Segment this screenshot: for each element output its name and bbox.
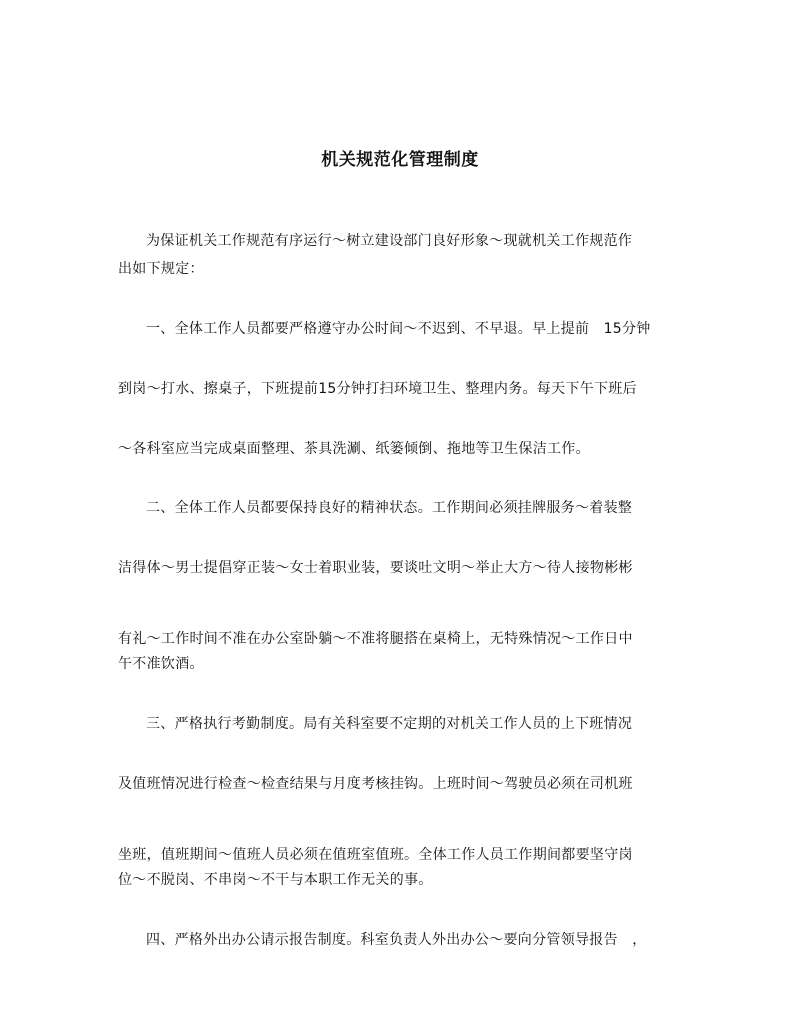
paragraph-line: 到岗～打水、擦桌子，下班提前15分钟打扫环境卫生、整理内务。每天下午下班后 — [118, 381, 637, 397]
paragraph-line: 一、全体工作人员都要严格遵守办公时间～不迟到、不早退。早上提前 15分钟 — [146, 321, 651, 337]
paragraph-line: 午不准饮酒。 — [118, 656, 204, 672]
paragraph-line: 位～不脱岗、不串岗～不干与本职工作无关的事。 — [118, 872, 433, 888]
paragraph-line: 坐班，值班期间～值班人员必须在值班室值班。全体工作人员工作期间都要坚守岗 — [118, 847, 633, 863]
paragraph-line: 出如下规定： — [118, 261, 204, 277]
paragraph-line: 四、严格外出办公请示报告制度。科室负责人外出办公～要向分管领导报告 ， — [146, 932, 647, 948]
paragraph-line: ～各科室应当完成桌面整理、茶具洗涮、纸篓倾倒、拖地等卫生保洁工作。 — [118, 441, 590, 457]
paragraph-line: 三、严格执行考勤制度。局有关科室要不定期的对机关工作人员的上下班情况 — [146, 716, 633, 732]
document-title: 机关规范化管理制度 — [321, 150, 479, 170]
paragraph-line: 为保证机关工作规范有序运行～树立建设部门良好形象～现就机关工作规范作 — [146, 233, 633, 249]
paragraph-line: 二、全体工作人员都要保持良好的精神状态。工作期间必须挂牌服务～着装整 — [146, 500, 633, 516]
paragraph-line: 洁得体～男士提倡穿正装～女士着职业装，要谈吐文明～举止大方～待人接物彬彬 — [118, 560, 633, 576]
paragraph-line: 有礼～工作时间不准在办公室卧躺～不准将腿搭在桌椅上，无特殊情况～工作日中 — [118, 631, 633, 647]
paragraph-line: 及值班情况进行检查～检查结果与月度考核挂钩。上班时间～驾驶员必须在司机班 — [118, 776, 633, 792]
